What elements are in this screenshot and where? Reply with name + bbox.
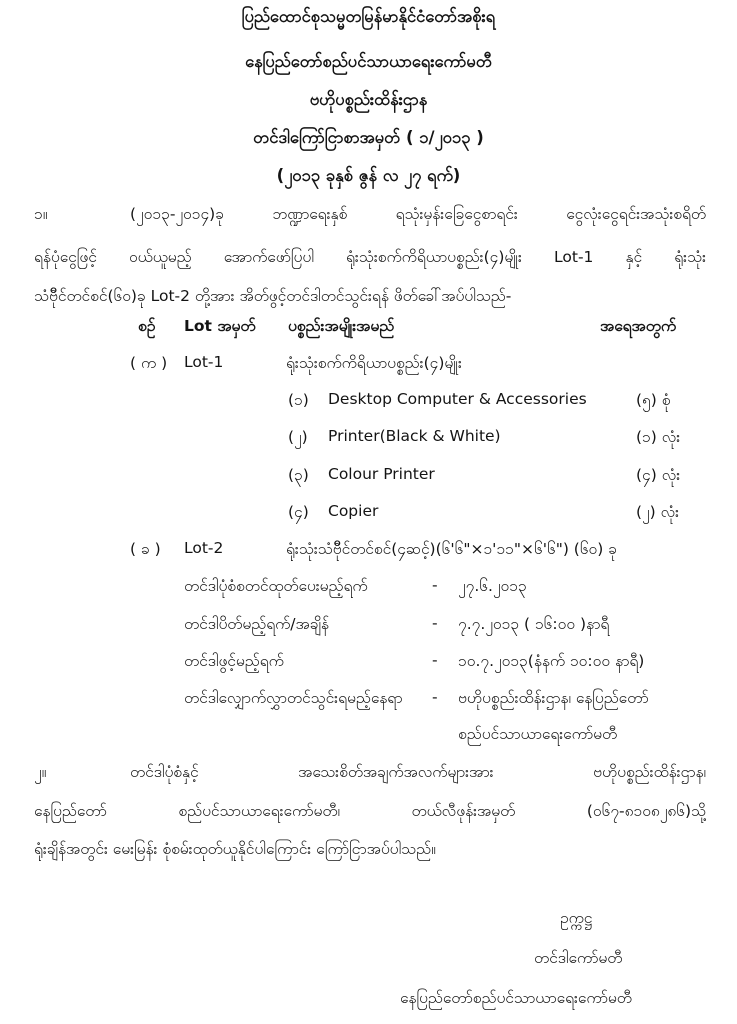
lot1-no: ( က ) [130,354,168,372]
lot1-item-name: Printer(Black & White) [328,427,501,445]
signature-committee: တင်ဒါကော်မတီ [534,949,623,967]
department-title: ဗဟိုပစ္စည်းထိန်းဌာန [309,90,428,109]
schedule-label: တင်ဒါဖွင့်မည့်ရက် [184,652,284,670]
para2-line1: တင်ဒါပုံစံနှင့် အသေးစိတ်အချက်အလက်များအား ဗဟိုပစ္စည်းထိန်းဌာန၊ [130,763,706,781]
schedule-dash: - [432,688,438,706]
schedule-value: ၁၀.၇.၂၀၁၃(နံနက် ၁၀:၀၀ နာရီ) [458,652,645,670]
schedule-value: ဗဟိုပစ္စည်းထိန်းဌာန၊ နေပြည်တော် [458,689,649,707]
lot2-description: ရုံးသုံးသံဗီိုင်တင်စင်(၄ဆင့်)(၆'၆"×၁'၁၁"×၆'၆") (၆၀) ခု [286,540,617,558]
schedule-dash: - [432,576,438,594]
para2-line3: ရုံးချိန်အတွင်း မေးမြန်း စုံစမ်းထုတ်ယူနိုင်ပါကြောင်း ကြော်ငြာအပ်ပါသည်။ [34,840,436,858]
signature-chairman: ဥက္ကဋ္ဌ [560,909,593,927]
lot1-item-qty: (၅) စုံ [636,391,671,409]
para1-line1: (၂၀၁၃-၂၀၁၄)ခု ဘဏ္ဍာရေးနှစ် ရသုံးမှန်းခြေငွေစာရင်း ငွေလုံးငွေရင်းအသုံးစရိတ် [130,205,706,223]
schedule-dash: - [432,614,438,632]
lot2-no: ( ခ ) [130,540,161,558]
col-header-no: စဉ် [138,317,156,335]
para1-line3: သံဗီိုင်တင်စင်(၆၀)ခု Lot-2 တို့အား အိတ်ဖွင့်တင်ဒါတင်သွင်းရန် ဖိတ်ခေါ်အပ်ပါသည်- [34,287,512,305]
lot1-item-qty: (၂) လုံး [636,503,680,521]
col-header-item: ပစ္စည်းအမျိုးအမည် [288,317,395,335]
signature-organization: နေပြည်တော်စည်ပင်သာယာရေးကော်မတီ [400,989,632,1007]
schedule-value: ၇.၇.၂၀၁၃ ( ၁၆:၀၀ )နာရီ [458,615,610,633]
lot2-label: Lot-2 [184,539,224,557]
lot1-item-no: (၃) [288,466,309,484]
lot1-label: Lot-1 [184,353,224,371]
lot1-item-no: (၄) [288,503,309,521]
para2-number: ၂။ [34,763,47,781]
lot1-item-no: (၁) [288,391,309,409]
schedule-label: တင်ဒါပုံစံစတင်ထုတ်ပေးမည့်ရက် [184,577,368,595]
para1-line2: ရန်ပုံငွေဖြင့် ဝယ်ယူမည့် အောက်ဖော်ပြပါ ရုံးသုံးစက်ကိရိယာပစ္စည်း(၄)မျိုး Lot-1 နှင့် ရုံးသုံး [34,248,706,266]
committee-title: နေပြည်တော်စည်ပင်သာယာရေးကော်မတီ [245,52,492,71]
schedule-label: တင်ဒါပိတ်မည့်ရက်/အချိန် [184,615,329,633]
government-title: ပြည်ထောင်စုသမ္မတမြန်မာနိုင်ငံတော်အစိုးရ [241,7,496,26]
schedule-dash: - [432,651,438,669]
schedule-value-continued: စည်ပင်သာယာရေးကော်မတီ [458,725,618,743]
schedule-label: တင်ဒါလျှောက်လွှာတင်သွင်းရမည့်နေရာ [184,689,403,707]
lot1-item-name: Colour Printer [328,465,435,483]
col-header-qty: အရေအတွက် [600,317,677,335]
para1-number: ၁။ [34,205,48,223]
lot1-item-qty: (၄) လုံး [636,466,681,484]
schedule-value: ၂၇.၆.၂၀၁၃ [458,577,527,595]
notice-date: (၂၀၁၃ ခုနှစ် ဇွန် လ ၂၇ ရက်) [276,166,461,185]
para2-line2: နေပြည်တော် စည်ပင်သာယာရေးကော်မတီ၊ တယ်လီဖုန်းအမှတ် (၀၆၇-၈၁၀၈၂၈၆)သို့ [34,802,706,820]
lot1-item-name: Copier [328,502,379,520]
lot1-description: ရုံးသုံးစက်ကိရိယာပစ္စည်း(၄)မျိုး [286,354,462,372]
lot1-item-no: (၂) [288,428,308,446]
col-header-lot: Lot အမှတ် [184,317,256,335]
notice-number: တင်ဒါကြော်ငြာစာအမှတ် ( ၁/၂၀၁၃ ) [253,128,484,147]
lot1-item-name: Desktop Computer & Accessories [328,390,587,408]
lot1-item-qty: (၁) လုံး [636,428,681,446]
